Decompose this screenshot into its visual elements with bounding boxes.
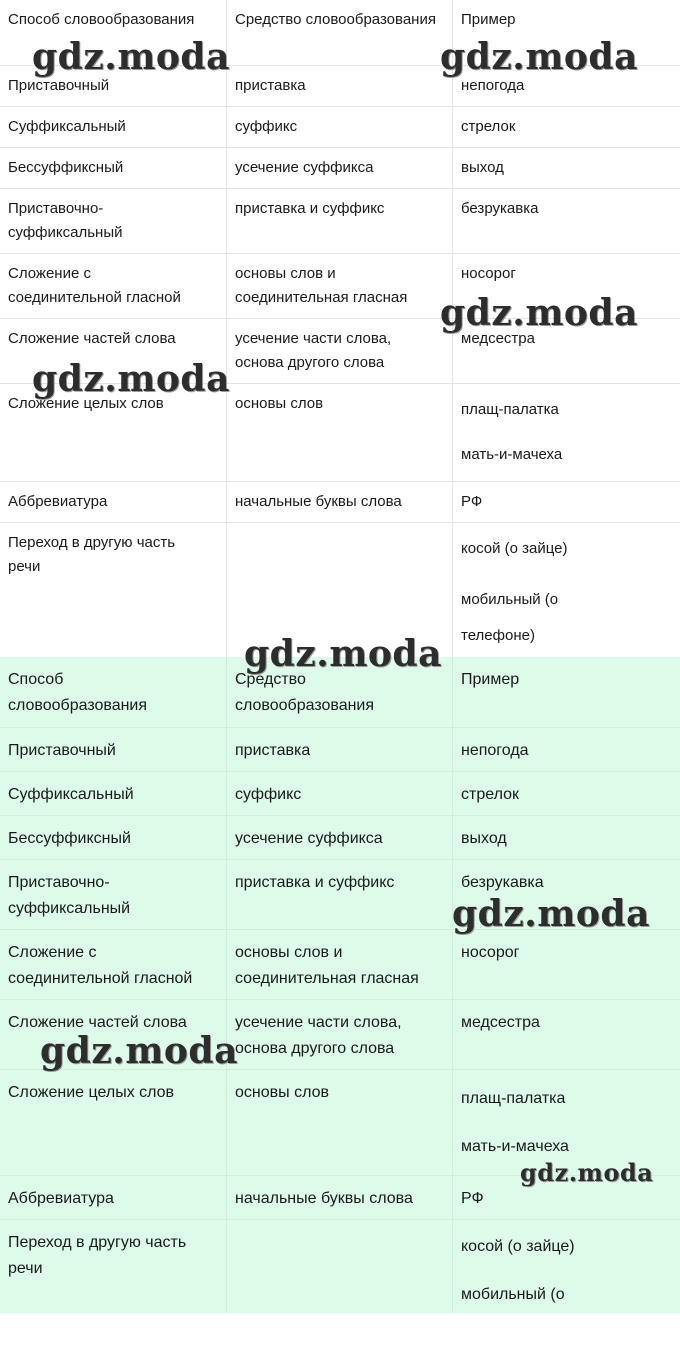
watermark: gdz.moda bbox=[440, 292, 638, 334]
table-row bbox=[0, 728, 680, 772]
table-row bbox=[0, 816, 680, 860]
table-row bbox=[0, 189, 680, 254]
example-item: плащ-палатка bbox=[461, 401, 559, 418]
means-cell: основы слов и соединительная гласная bbox=[227, 254, 453, 318]
method-cell: Бессуффиксный bbox=[0, 816, 227, 859]
means-cell: приставка и суффикс bbox=[227, 860, 453, 929]
watermark: gdz.moda bbox=[520, 1158, 654, 1187]
header-method: Способ словообразования bbox=[0, 0, 227, 65]
means-cell: усечение суффикса bbox=[227, 816, 453, 859]
header-means: Средство словообразования bbox=[227, 657, 453, 727]
means-cell: приставка bbox=[227, 66, 453, 106]
watermark: gdz.moda bbox=[440, 36, 638, 78]
watermark: gdz.moda bbox=[40, 1030, 238, 1072]
example-cell bbox=[453, 384, 680, 481]
table-row bbox=[0, 1220, 680, 1315]
example-item: плащ-палатка bbox=[461, 1090, 566, 1107]
example-item: косой (о зайце) bbox=[461, 540, 568, 557]
header-means: Средство словообразования bbox=[227, 0, 453, 65]
method-cell: Приставочно- суффиксальный bbox=[0, 189, 227, 253]
word-formation-table-green bbox=[0, 657, 680, 1315]
example-cell: медсестра bbox=[461, 330, 535, 347]
header-example: Пример bbox=[461, 671, 520, 688]
means-cell: приставка bbox=[227, 728, 453, 771]
method-cell: Приставочный bbox=[0, 66, 227, 106]
method-cell: Бессуффиксный bbox=[0, 148, 227, 188]
example-cell: РФ bbox=[461, 1190, 484, 1207]
method-cell: Приставочно- суффиксальный bbox=[0, 860, 227, 929]
example-cell: выход bbox=[461, 830, 507, 847]
header-method: Способ словообразования bbox=[0, 657, 227, 727]
example-item: мать-и-мачеха bbox=[461, 446, 563, 463]
example-cell bbox=[453, 1220, 680, 1315]
method-cell: Приставочный bbox=[0, 728, 227, 771]
example-cell: безрукавка bbox=[461, 200, 539, 217]
example-cell bbox=[453, 523, 680, 657]
means-cell: усечение части слова, основа другого слова bbox=[227, 1000, 453, 1069]
example-cell: РФ bbox=[461, 493, 483, 510]
example-cell: стрелок bbox=[461, 118, 516, 135]
means-cell: суффикс bbox=[227, 772, 453, 815]
method-cell: Сложение с соединительной гласной bbox=[0, 930, 227, 999]
table-row bbox=[0, 482, 680, 523]
means-cell: суффикс bbox=[227, 107, 453, 147]
example-cell: медсестра bbox=[461, 1014, 540, 1031]
example-cell: выход bbox=[461, 159, 504, 176]
example-cell: непогода bbox=[461, 77, 525, 94]
means-cell: основы слов bbox=[227, 384, 453, 481]
table-row bbox=[0, 772, 680, 816]
method-cell: Суффиксальный bbox=[0, 772, 227, 815]
watermark: gdz.moda bbox=[452, 893, 650, 935]
means-cell: основы слов и соединительная гласная bbox=[227, 930, 453, 999]
watermark: gdz.moda bbox=[32, 36, 230, 78]
watermark: gdz.moda bbox=[244, 633, 442, 675]
example-item: мобильный (о bbox=[461, 1286, 565, 1303]
method-cell: Аббревиатура bbox=[0, 482, 227, 522]
watermark: gdz.moda bbox=[32, 358, 230, 400]
means-cell bbox=[227, 1220, 453, 1315]
header-example: Пример bbox=[461, 11, 516, 28]
table-row bbox=[0, 148, 680, 189]
method-cell: Сложение целых слов bbox=[0, 1070, 227, 1175]
method-cell: Сложение с соединительной гласной bbox=[0, 254, 227, 318]
method-cell: Переход в другую часть речи bbox=[0, 1220, 227, 1315]
example-item: косой (о зайце) bbox=[461, 1238, 575, 1255]
example-cell: безрукавка bbox=[461, 874, 544, 891]
page-bottom-blank bbox=[0, 1313, 680, 1349]
means-cell: усечение суффикса bbox=[227, 148, 453, 188]
table-row bbox=[0, 930, 680, 1000]
means-cell: начальные буквы слова bbox=[227, 482, 453, 522]
means-cell: усечение части слова, основа другого слова bbox=[227, 319, 453, 383]
example-item: мобильный (о телефоне) bbox=[461, 591, 559, 644]
table-row bbox=[0, 107, 680, 148]
example-cell: непогода bbox=[461, 742, 529, 759]
means-cell: начальные буквы слова bbox=[227, 1176, 453, 1219]
method-cell: Сложение целых слов bbox=[0, 384, 227, 481]
example-cell: носорог bbox=[461, 265, 516, 282]
means-cell: приставка и суффикс bbox=[227, 189, 453, 253]
method-cell: Переход в другую часть речи bbox=[0, 523, 227, 657]
example-cell: стрелок bbox=[461, 786, 520, 803]
example-cell: носорог bbox=[461, 944, 520, 961]
method-cell: Сложение частей слова bbox=[0, 319, 227, 383]
method-cell: Аббревиатура bbox=[0, 1176, 227, 1219]
method-cell: Сложение частей слова bbox=[0, 1000, 227, 1069]
method-cell: Суффиксальный bbox=[0, 107, 227, 147]
example-item: мать-и-мачеха bbox=[461, 1138, 569, 1155]
means-cell: основы слов bbox=[227, 1070, 453, 1175]
